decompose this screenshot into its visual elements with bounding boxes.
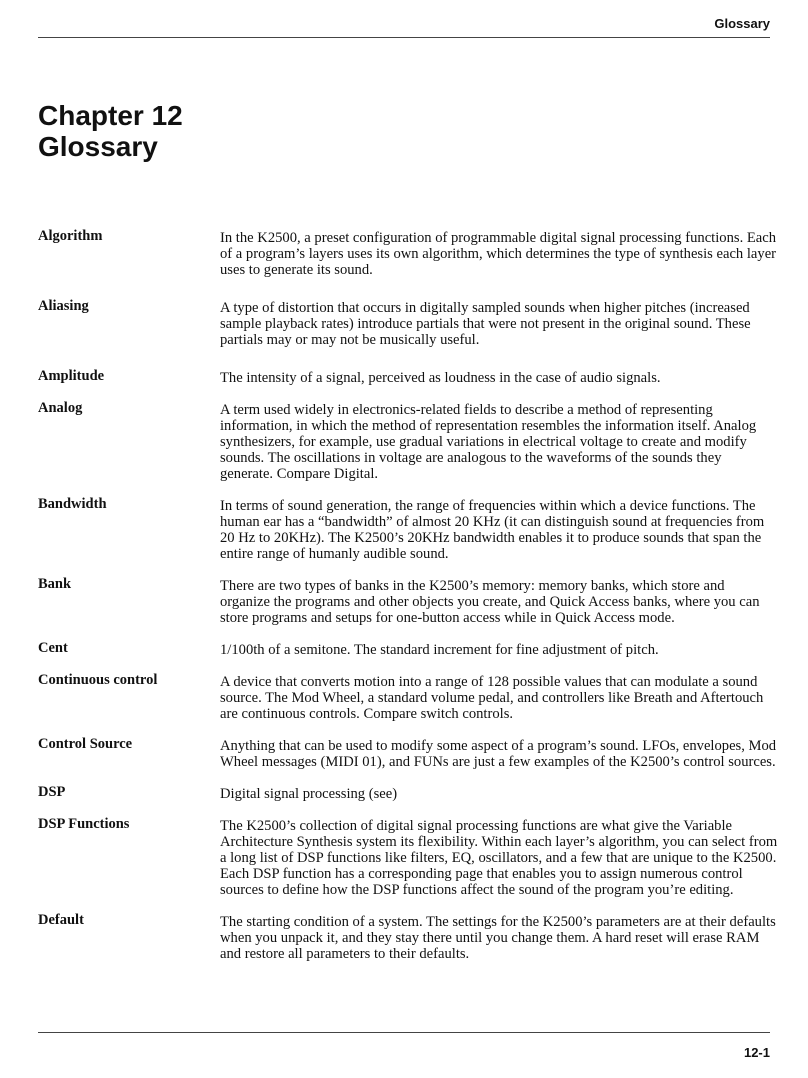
glossary-definition: The intensity of a signal, perceived as loudness in the case of audio signals. [220, 370, 661, 386]
page-number: 12-1 [743, 1045, 770, 1060]
chapter-number: Chapter 12 [38, 100, 183, 131]
running-header: Glossary [714, 16, 770, 31]
glossary-entry-default [38, 912, 778, 962]
glossary-term: Control Source [38, 736, 133, 752]
glossary-definition: 1/100th of a semitone. The standard increment for fine adjustment of pitch. [220, 642, 659, 658]
glossary-entry-algorithm [38, 228, 778, 278]
glossary-definition: In terms of sound generation, the range of frequencies within which a device functions. The human ear has a “bandwidth” of almost 20 KHz (it can distinguish sound at frequencies from 20 Hz to 20KHz). The K2500’s 20KHz bandwidth enables it to produce sounds that span the entire range of humanly audible sound. [220, 498, 765, 562]
glossary-definition: Anything that can be used to modify some aspect of a program’s sound. LFOs, envelopes, Mod Wheel messages (MIDI 01), and FUNs are just a few examples of the K2500’s control sources. [220, 738, 777, 770]
glossary-definition: There are two types of banks in the K2500’s memory: memory banks, which store and organize the programs and other objects you create, and Quick Access banks, where you can store programs and setups for one-button access while in Quick Access mode. [220, 578, 760, 626]
glossary-entry-cent [38, 640, 778, 658]
glossary-entry-continuous-control [38, 672, 778, 722]
glossary-definition: Digital signal processing (see) [220, 786, 398, 802]
glossary-entry-bank [38, 576, 778, 626]
footer-rule [38, 1032, 770, 1033]
glossary-list [38, 228, 778, 962]
glossary-term: Analog [38, 400, 83, 416]
glossary-entry-dsp-functions [38, 816, 778, 898]
glossary-definition: A device that converts motion into a range of 128 possible values that can modulate a sound source. The Mod Wheel, a standard volume pedal, and controllers like Breath and Aftertouch are continuous controls. Compare switch controls. [220, 674, 764, 722]
glossary-entry-bandwidth [38, 496, 778, 562]
header-rule [38, 37, 770, 38]
glossary-definition: A type of distortion that occurs in digitally sampled sounds when higher pitches (increased sample playback rates) introduce partials that were not present in the original sound. These partials may or may not be musically useful. [220, 300, 751, 348]
glossary-entry-control-source [38, 736, 778, 770]
glossary-definition: The K2500’s collection of digital signal processing functions are what give the Variable Architecture Synthesis system its flexibility. Within each layer’s algorithm, you can select from a long list of DSP functions like filters, EQ, oscillators, and a few that are unique to the K2500. Each DSP function has a corresponding page that enables you to assign numerous control sources to define how the DSP functions affect the sound of the program you’re editing. [220, 818, 778, 898]
glossary-term: Cent [38, 640, 68, 656]
glossary-term: DSP [38, 784, 66, 800]
glossary-term: Algorithm [38, 228, 103, 244]
glossary-definition: A term used widely in electronics-related fields to describe a method of representing information, in which the method of representation resembles the information itself. Analog synthesizers, for example, use gradual variations in electrical voltage to create and modify sounds. The oscillations in voltage are analogous to the waveforms of the sounds they generate. Compare Digital. [220, 402, 757, 482]
glossary-term: Amplitude [38, 368, 105, 384]
chapter-name: Glossary [38, 131, 158, 162]
glossary-term: Bandwidth [38, 496, 107, 512]
glossary-entry-amplitude [38, 368, 778, 386]
glossary-entry-dsp [38, 784, 778, 802]
glossary-term: Bank [38, 576, 72, 592]
chapter-title [38, 100, 183, 162]
glossary-definition: The starting condition of a system. The settings for the K2500’s parameters are at their defaults when you unpack it, and they stay there until you change them. A hard reset will erase RAM and restore all parameters to their defaults. [220, 914, 776, 962]
glossary-entry-analog [38, 400, 778, 482]
glossary-definition: In the K2500, a preset configuration of programmable digital signal processing functions. Each of a program’s layers uses its own algorithm, which determines the type of synthesis each layer uses to generate its sound. [220, 230, 777, 278]
glossary-term: DSP Functions [38, 816, 130, 832]
glossary-term: Default [38, 912, 84, 928]
glossary-term: Continuous control [38, 672, 158, 688]
glossary-entry-aliasing [38, 298, 778, 348]
glossary-term: Aliasing [38, 298, 89, 314]
